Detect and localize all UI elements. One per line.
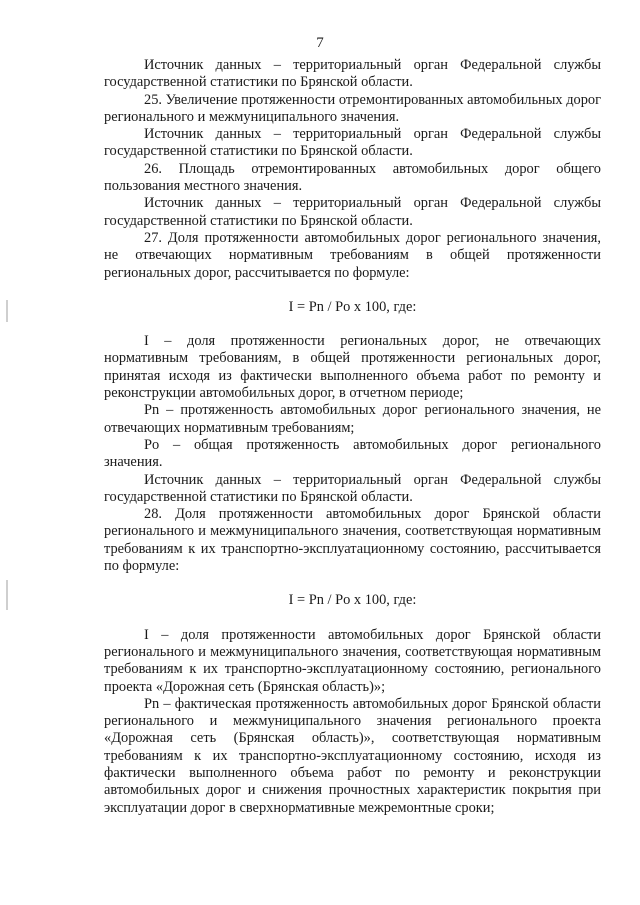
paragraph-source-4: Источник данных – территориальный орган Федеральной службы государственной статистики по Брянской области. <box>104 471 601 505</box>
document-body <box>104 57 601 817</box>
paragraph-item-27: 27. Доля протяженности автомобильных дорог регионального значения, не отвечающих нормативным требованиям в общей протяженности региональных дорог, рассчитывается по формуле: <box>104 229 601 281</box>
paragraph-item-25: 25. Увеличение протяженности отремонтированных автомобильных дорог регионального и межмуниципального значения. <box>104 91 602 125</box>
paragraph-source-2: Источник данных – территориальный орган Федеральной службы государственной статистики по Брянской области. <box>104 126 601 160</box>
definition-i-1: I – доля протяженности региональных дорог, не отвечающих нормативным требованиям, в общей протяженности региональных дорог, принятая исходя из фактически выполненного объема работ по ремонту и реконструкции автомобильных дорог, в отчетном периоде; <box>104 333 601 402</box>
paragraph-item-28: 28. Доля протяженности автомобильных дорог Брянской области регионального и межмуниципального значения, соответствующая нормативным требованиям к их транспортно-эксплуатационному состоянию, рассчитывается по формуле: <box>104 506 601 575</box>
scan-edge-mark <box>6 580 8 610</box>
definition-i-2: I – доля протяженности автомобильных дорог Брянской области регионального и межмуниципального значения, соответствующая нормативным требованиям к их транспортно-эксплуатационному состоянию, регионального проекта «Дорожная сеть (Брянская область)»; <box>104 626 601 695</box>
scan-edge-mark <box>6 300 8 322</box>
page-number: 7 <box>316 35 324 51</box>
paragraph-source-1: Источник данных – территориальный орган Федеральной службы государственной статистики по Брянской области. <box>104 57 601 91</box>
formula-1: I = Pn / Po x 100, где: <box>288 298 417 315</box>
paragraph-source-3: Источник данных – территориальный орган Федеральной службы государственной статистики по Брянской области. <box>104 195 601 229</box>
paragraph-item-26: 26. Площадь отремонтированных автомобильных дорог общего пользования местного значения. <box>104 160 601 195</box>
definition-pn-2: Pn – фактическая протяженность автомобильных дорог Брянской области регионального и межмуниципального значения регионального проекта «Дорожная сеть (Брянская область)», соответствующая нормативным требованиям к их транспортно-эксплуатационному состоянию, исходя из фактически выполненного объема работ по ремонту и реконструкции автомобильных дорог и снижения прочностных характеристик покрытия при эксплуатации дорог в сверхнормативные межремонтные сроки; <box>104 695 601 816</box>
formula-2: I = Pn / Po x 100, где: <box>288 592 417 609</box>
definition-pn-1: Pn – протяженность автомобильных дорог регионального значения, не отвечающих нормативным требованиям; <box>104 402 601 436</box>
definition-po-1: Po – общая протяженность автомобильных дорог регионального значения. <box>104 436 601 471</box>
